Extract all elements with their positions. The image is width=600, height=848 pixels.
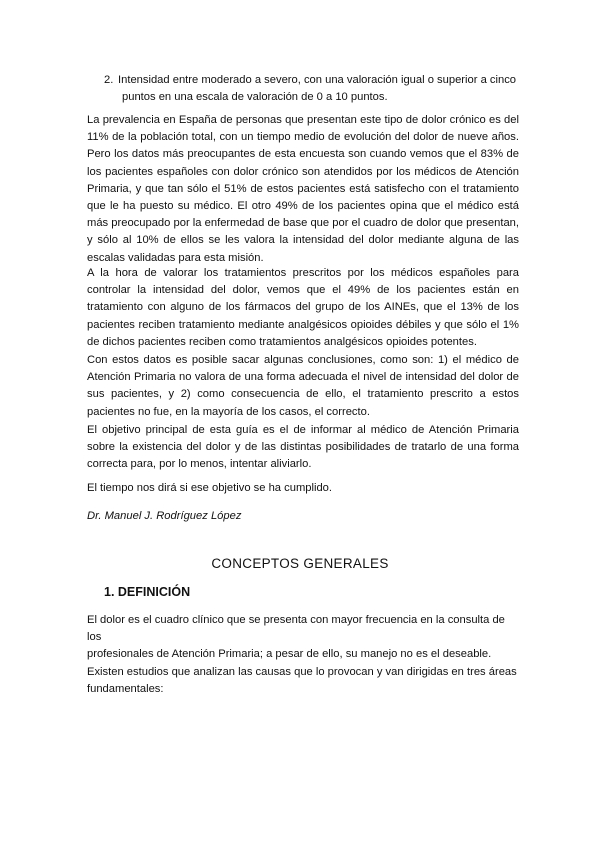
definition-line-3: Existen estudios que analizan las causas que lo provocan y van dirigidas en tres áreas: [87, 665, 517, 678]
definition-paragraph: [87, 612, 519, 698]
subsection-title: 1. DEFINICIÓN: [104, 585, 191, 599]
paragraph-conclusions: Con estos datos es posible sacar algunas conclusiones, como son: 1) el médico de Atención Primaria no valora de una forma adecuada el nivel de intensidad del dolor de sus pacientes, y 2) como consecuencia de ello, el tratamiento prescrito a estos pacientes no fue, en la mayoría de los casos, el correcto.: [87, 354, 519, 418]
definition-line-1: El dolor es el cuadro clínico que se presenta con mayor frecuencia en la consulta de los: [87, 614, 505, 644]
list-text-line-1: Intensidad entre moderado a severo, con una valoración igual o superior a cinco: [118, 74, 517, 86]
paragraph-objective: El objetivo principal de esta guía es el de informar al médico de Atención Primaria sobre la existencia del dolor y de las distintas posibilidades de tratarlo de una forma correcta para, por lo menos, intentar aliviarlo.: [87, 424, 519, 471]
list-item: [104, 72, 524, 106]
definition-line-4: fundamentales:: [87, 682, 164, 695]
paragraph-prevalence: La prevalencia en España de personas que presentan este tipo de dolor crónico es del 11% de la población total, con un tiempo medio de evolución del dolor de nueve años. Pero los datos más preocupantes de esta encuesta son cuando vemos que el 83% de los pacientes españoles con dolor crónico son atendidos por los médicos de Atención Primaria, y que tan sólo el 51% de estos pacientes está satisfecho con el tratamiento que le ha puesto su médico. El otro 49% de los pacientes opina que el médico está más preocupado por la enfermedad de base que por el cuadro de dolor que presentan, y sólo al 10% de ellos se les valora la intensidad del dolor mediante alguna de las escalas validadas para esta misión.: [87, 114, 519, 264]
paragraph-treatments: A la hora de valorar los tratamientos prescritos por los médicos españoles para controlar la intensidad del dolor, vemos que el 49% de los pacientes están en tratamiento con alguno de los fármacos del grupo de los AINEs, que el 13% de los pacientes reciben tratamiento mediante analgésicos opioides débiles y que sólo el 1% de dichos pacientes reciben como tratamientos analgésicos opioides potentes.: [87, 267, 519, 348]
list-number: 2.: [104, 74, 114, 86]
paragraph-time: El tiempo nos dirá si ese objetivo se ha cumplido.: [87, 482, 333, 494]
signature: Dr. Manuel J. Rodríguez López: [87, 510, 242, 522]
list-text-line-2: puntos en una escala de valoración de 0 a 10 puntos.: [122, 91, 388, 103]
section-title: CONCEPTOS GENERALES: [211, 556, 389, 571]
definition-line-2: profesionales de Atención Primaria; a pesar de ello, su manejo no es el deseable.: [87, 648, 492, 661]
